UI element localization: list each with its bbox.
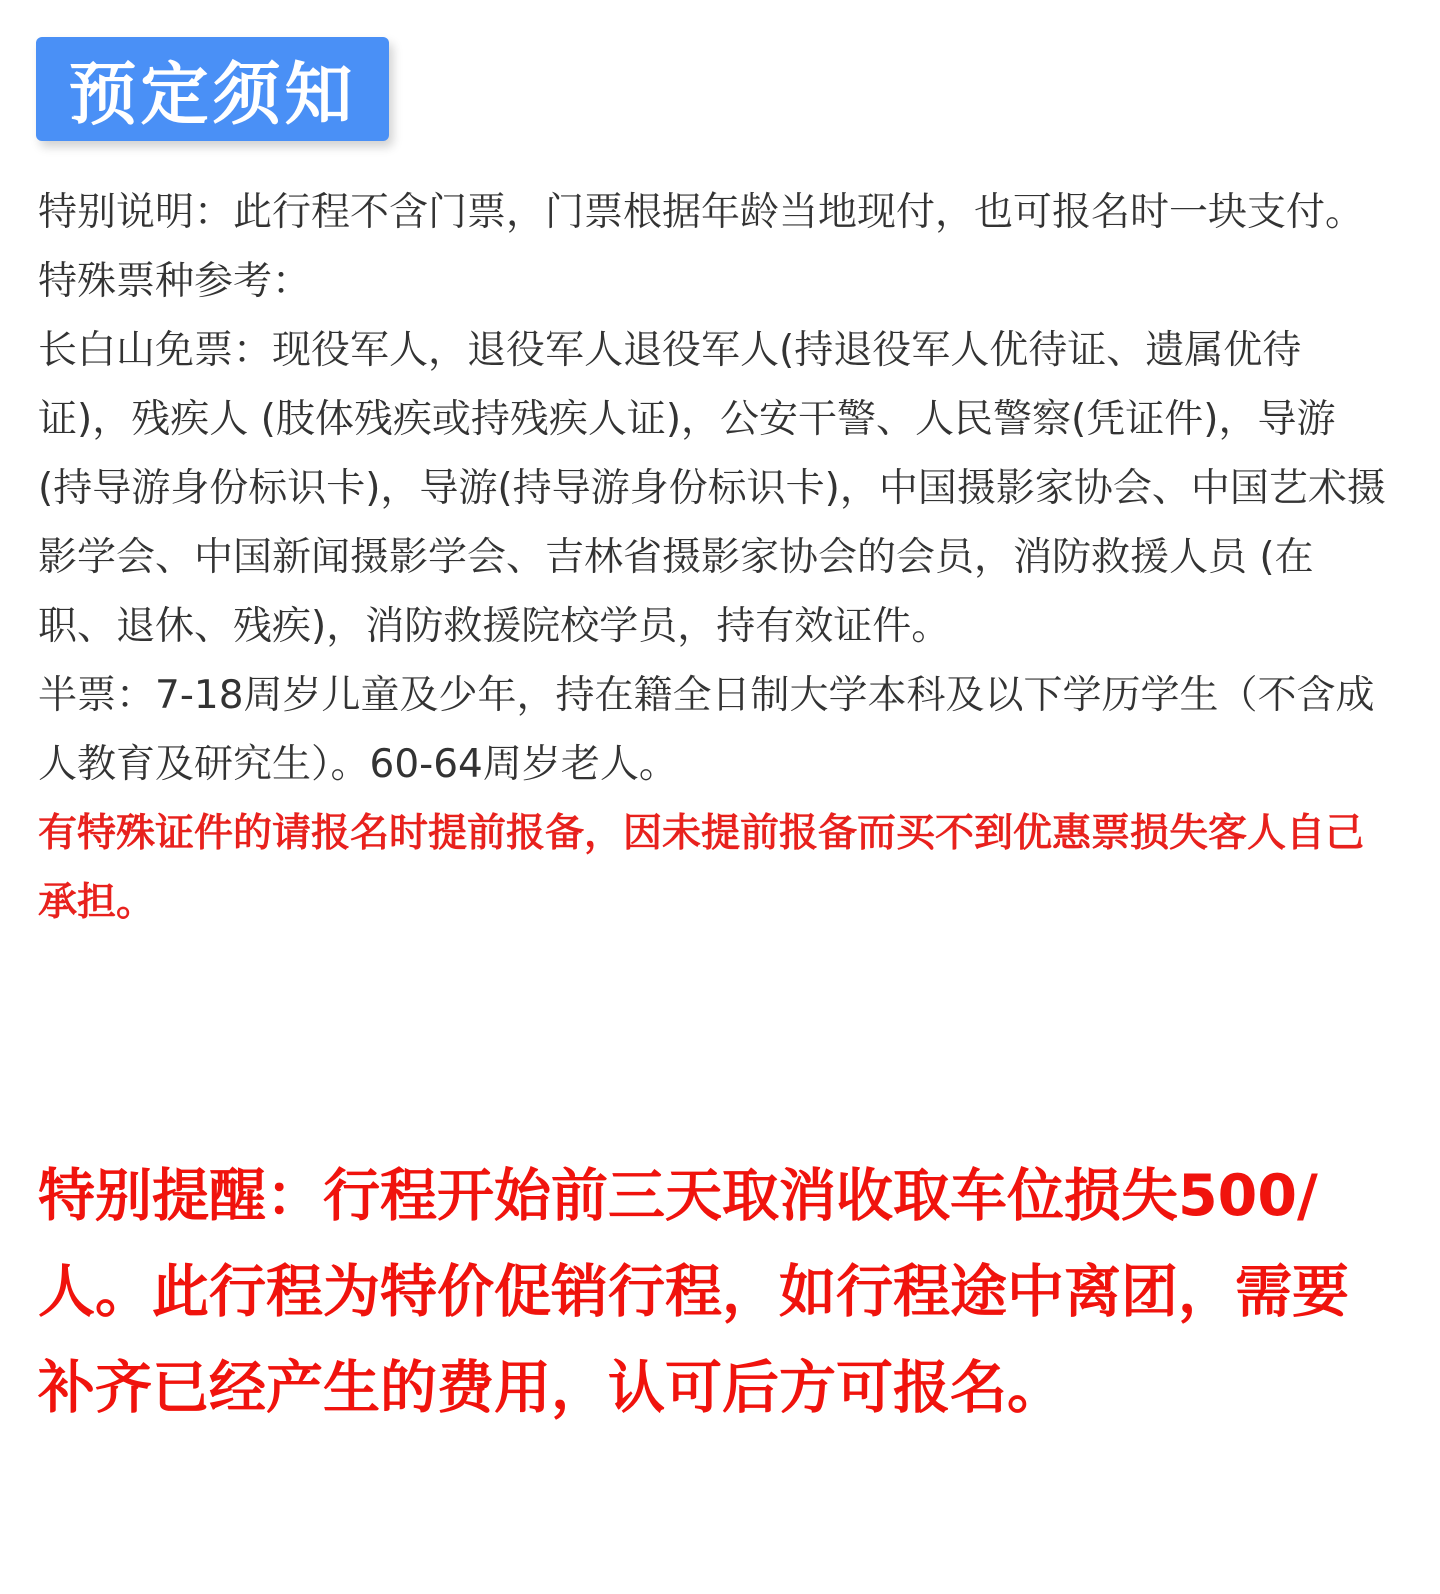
warning-note: 有特殊证件的请报名时提前报备，因未提前报备而买不到优惠票损失客人自己承担。 [38,811,1365,925]
title-badge [36,37,389,141]
special-reminder: 特别提醒：行程开始前三天取消收取车位损失500/人。此行程为特价促销行程，如行程途中离团，需要补齐已经产生的费用，认可后方可报名。 [38,1163,1349,1421]
notes-section [38,178,1388,937]
page-title: 预定须知 [68,55,357,135]
half-ticket-note: 半票：7-18周岁儿童及少年，持在籍全日制大学本科及以下学历学生（不含成人教育及研究生）。60-64周岁老人。 [38,673,1375,787]
free-ticket-note: 长白山免票：现役军人，退役军人退役军人(持退役军人优待证、遗属优待证)，残疾人 (肢体残疾或持残疾人证)，公安干警、人民警察(凭证件)，导游(持导游身份标识卡)，导游(持导游身份标识卡)，中国摄影家协会、中国艺术摄影学会、中国新闻摄影学会、吉林省摄影家协会的会员，消防救援人员 (在职、退休、残疾)，消防救援院校学员，持有效证件。 [38,328,1386,649]
ticket-ref-heading: 特殊票种参考： [38,259,312,304]
special-note: 特别说明：此行程不含门票，门票根据年龄当地现付，也可报名时一块支付。 [38,190,1365,235]
